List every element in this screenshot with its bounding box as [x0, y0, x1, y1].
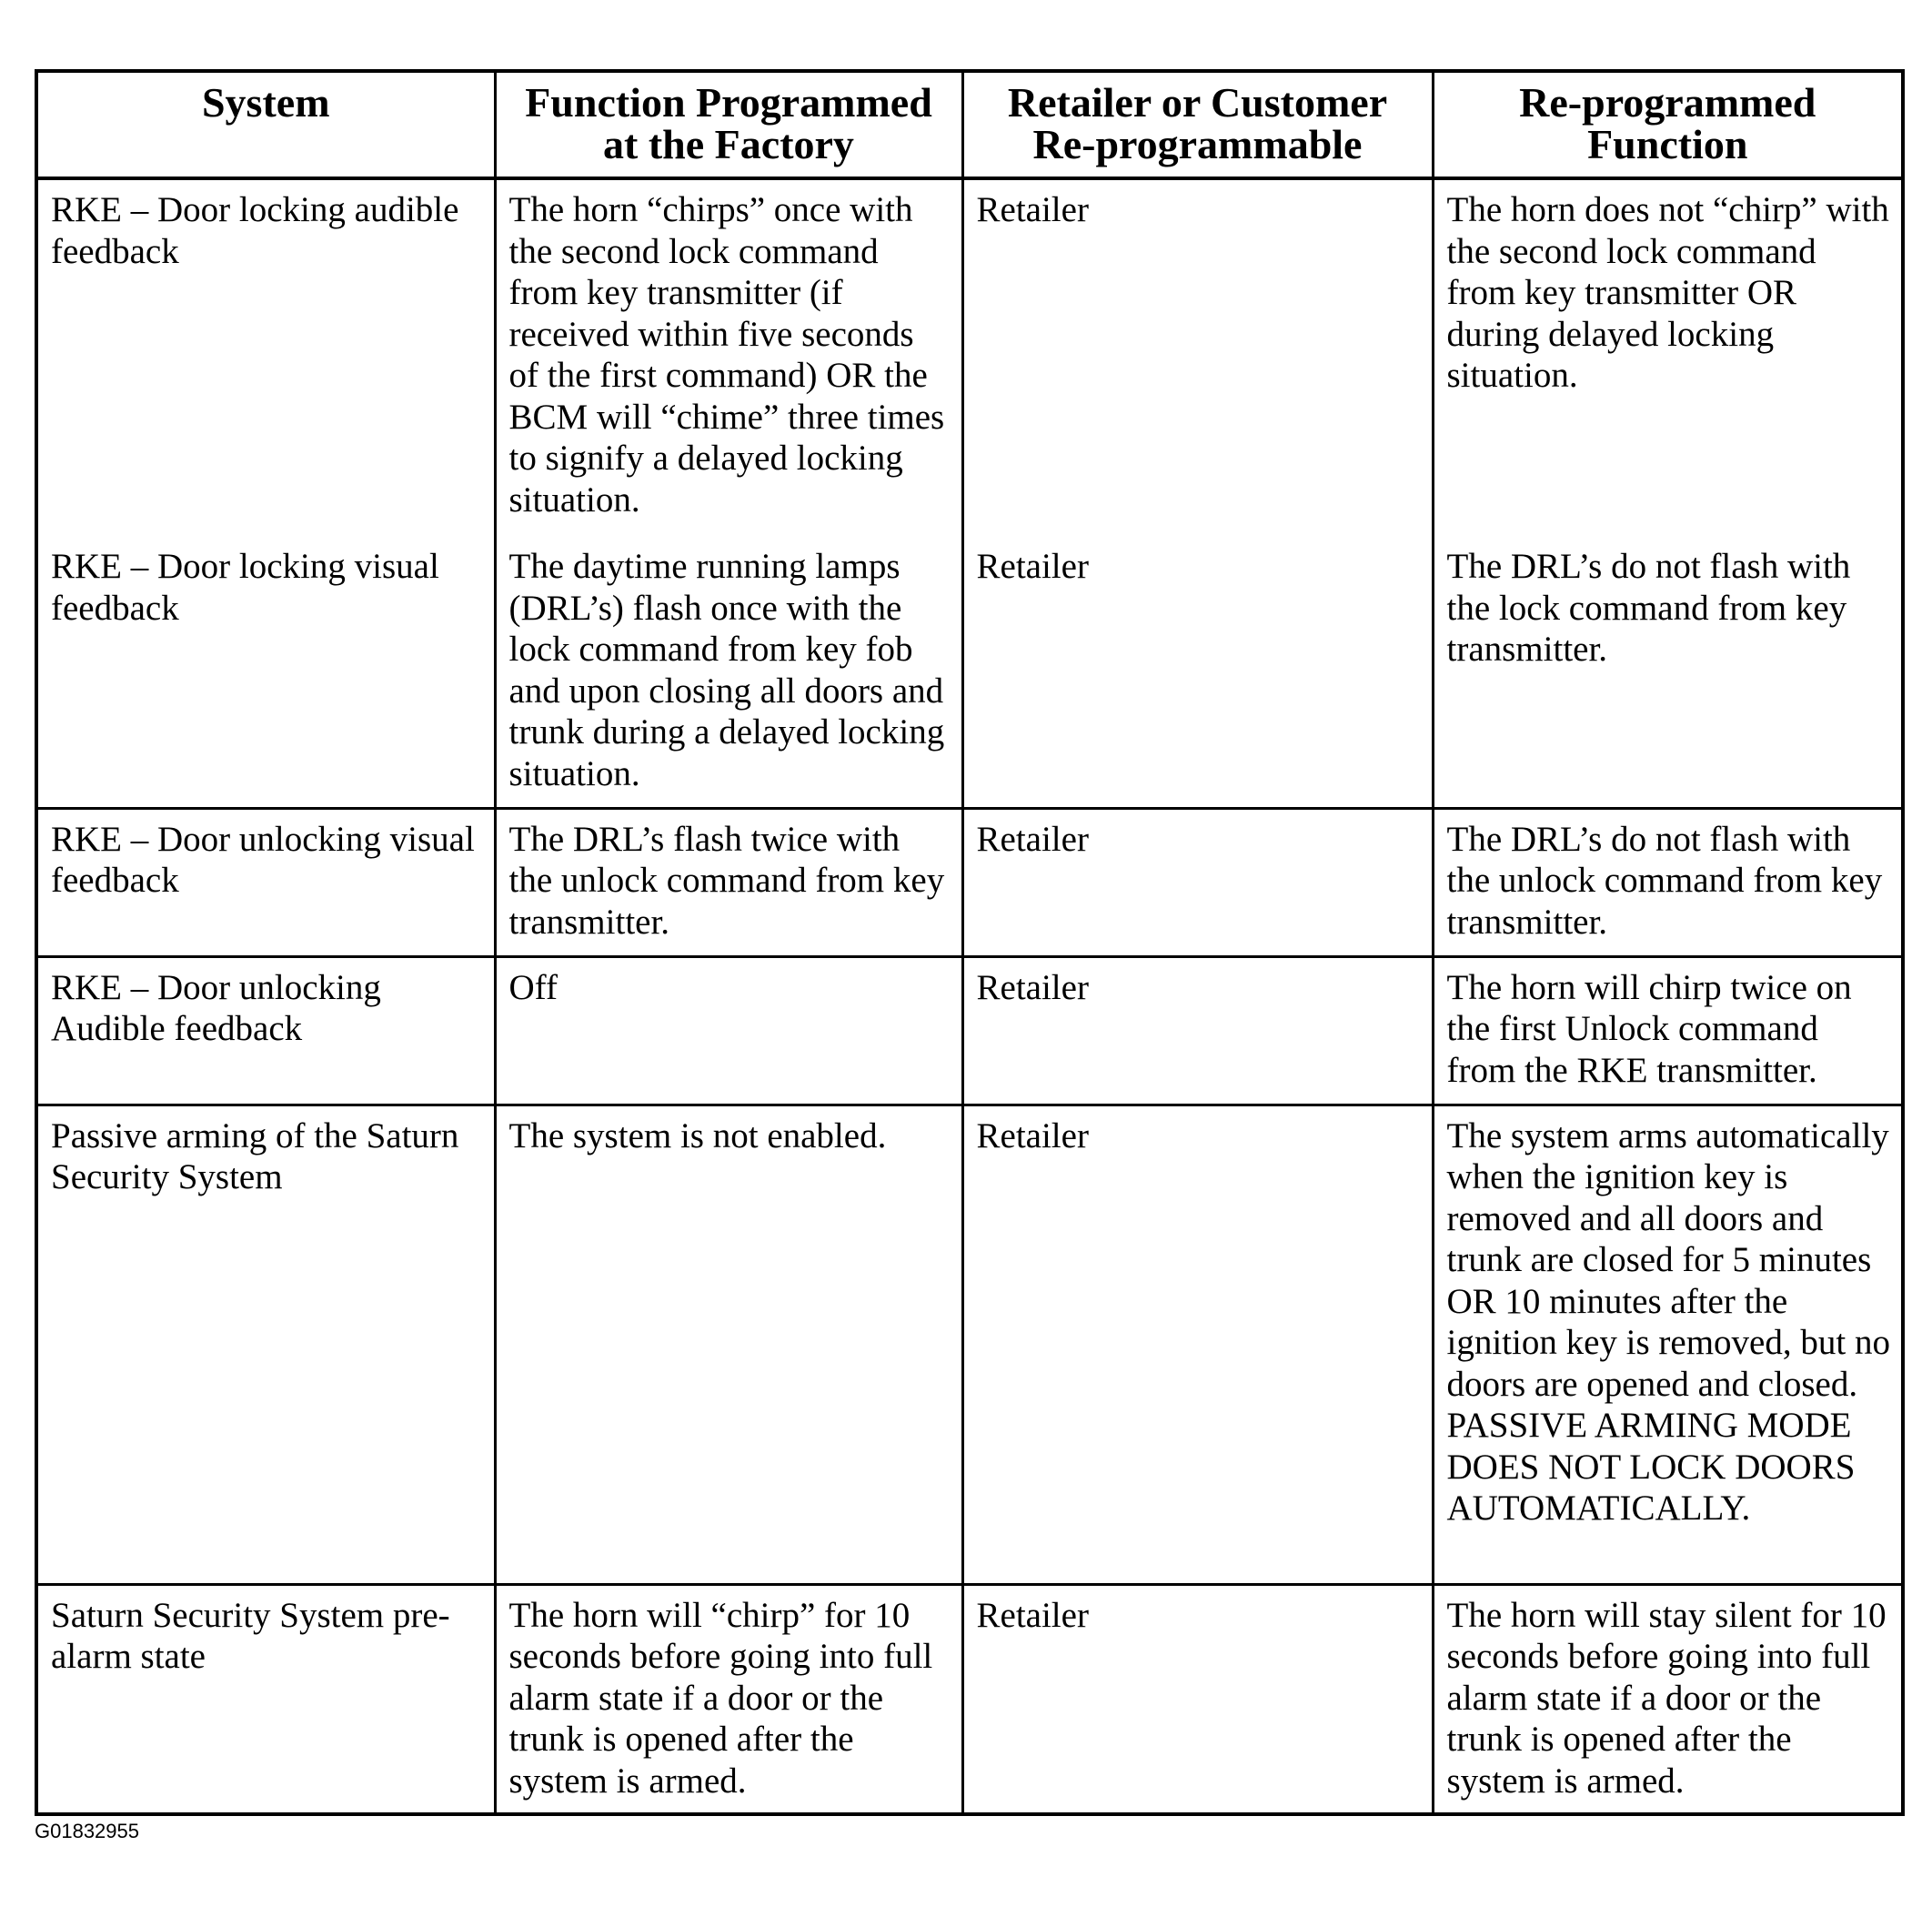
cell-reprogrammed-function: The DRL’s do not flash with the lock command from key transmitter. — [1433, 537, 1903, 808]
cell-system: Saturn Security System pre-alarm state — [36, 1584, 495, 1814]
cell-system: RKE – Door locking visual feedback — [36, 537, 495, 808]
figure-id: G01832955 — [35, 1820, 139, 1842]
cell-reprogrammed-function: The DRL’s do not flash with the unlock command from key transmitter. — [1433, 808, 1903, 956]
cell-factory-function: The daytime running lamps (DRL’s) flash once with the lock command from key fob and upon closing all doors and trunk during a delayed locking situation. — [495, 537, 962, 808]
cell-system: RKE – Door unlocking visual feedback — [36, 808, 495, 956]
cell-factory-function: The system is not enabled. — [495, 1105, 962, 1584]
cell-factory-function: The horn “chirps” once with the second lock command from key transmitter (if received within five seconds of the first command) OR the BCM will “chime” three times to signify a delayed locking situation. — [495, 178, 962, 537]
cell-factory-function: Off — [495, 956, 962, 1105]
header-row — [36, 71, 1903, 178]
cell-system: RKE – Door unlocking Audible feedback — [36, 956, 495, 1105]
programming-table — [35, 69, 1905, 1816]
cell-system: RKE – Door locking audible feedback — [36, 178, 495, 537]
cell-reprogrammed-function: The horn will stay silent for 10 seconds before going into full alarm state if a door or the trunk is opened after the system is armed. — [1433, 1584, 1903, 1814]
table-row — [36, 178, 1903, 537]
cell-reprogrammable-by: Retailer — [962, 1105, 1433, 1584]
table-row — [36, 1584, 1903, 1814]
cell-reprogrammable-by: Retailer — [962, 178, 1433, 537]
cell-reprogrammable-by: Retailer — [962, 1584, 1433, 1814]
cell-reprogrammable-by: Retailer — [962, 956, 1433, 1105]
cell-factory-function: The horn will “chirp” for 10 seconds before going into full alarm state if a door or the trunk is opened after the system is armed. — [495, 1584, 962, 1814]
header-system: System — [36, 71, 495, 178]
cell-reprogrammable-by: Retailer — [962, 808, 1433, 956]
cell-system: Passive arming of the Saturn Security System — [36, 1105, 495, 1584]
cell-reprogrammed-function: The system arms automatically when the ignition key is removed and all doors and trunk are closed for 5 minutes OR 10 minutes after the ignition key is removed, but no doors are opened and closed. PASSIVE ARMING MODE DOES NOT LOCK DOORS AUTOMATICALLY. — [1433, 1105, 1903, 1584]
header-reprogrammed-function: Re-programmed Function — [1433, 71, 1903, 178]
table-row — [36, 1105, 1903, 1584]
cell-factory-function: The DRL’s flash twice with the unlock command from key transmitter. — [495, 808, 962, 956]
header-factory-function: Function Programmed at the Factory — [495, 71, 962, 178]
table-row — [36, 808, 1903, 956]
cell-reprogrammed-function: The horn does not “chirp” with the second lock command from key transmitter OR during delayed locking situation. — [1433, 178, 1903, 537]
table-row — [36, 537, 1903, 808]
table-row — [36, 956, 1903, 1105]
cell-reprogrammable-by: Retailer — [962, 537, 1433, 808]
header-reprogrammable-by: Retailer or Customer Re-programmable — [962, 71, 1433, 178]
cell-reprogrammed-function: The horn will chirp twice on the first Unlock command from the RKE transmitter. — [1433, 956, 1903, 1105]
